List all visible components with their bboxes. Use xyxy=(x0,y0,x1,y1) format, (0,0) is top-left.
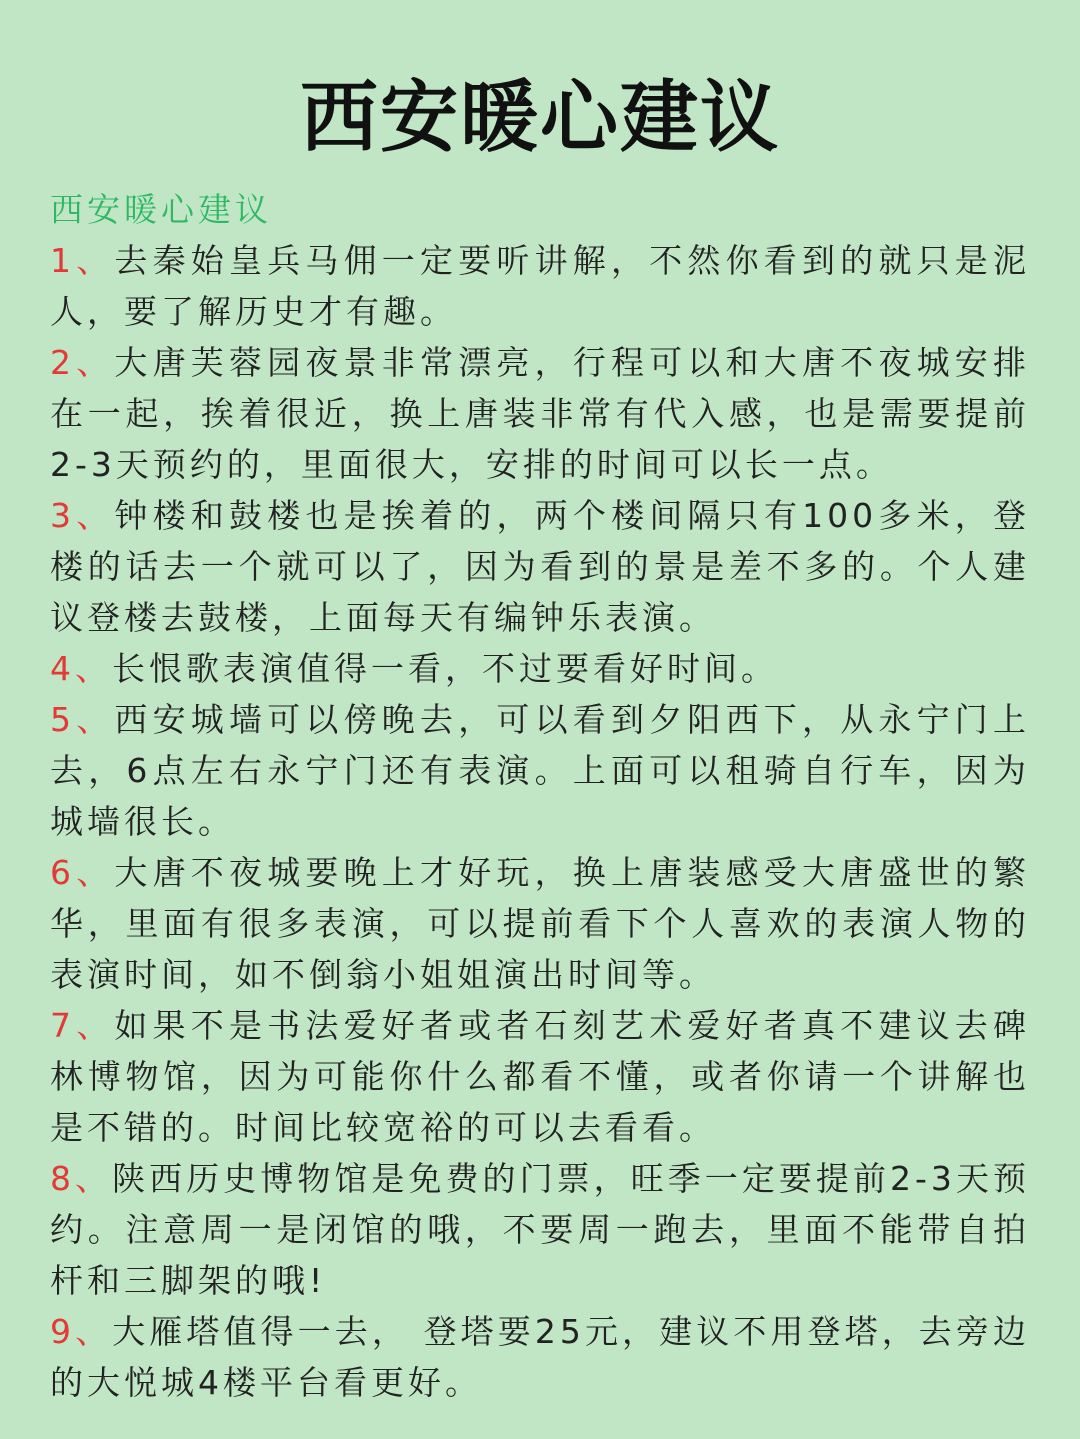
tip-text: 大雁塔值得一去， 登塔要25元，建议不用登塔，去旁边的大悦城4楼平台看更好。 xyxy=(50,1312,1031,1402)
tip-text: 去秦始皇兵马佣一定要听讲解，不然你看到的就只是泥人，要了解历史才有趣。 xyxy=(50,241,1031,331)
tip-number: 7、 xyxy=(50,1006,115,1045)
tip-number: 4、 xyxy=(50,649,112,688)
tip-item xyxy=(50,1000,1030,1153)
section-subtitle: 西安暖心建议 xyxy=(50,190,272,229)
tip-number: 1、 xyxy=(50,241,115,280)
tip-item xyxy=(50,235,1030,337)
tip-item xyxy=(50,1153,1030,1306)
tip-number: 8、 xyxy=(50,1159,113,1198)
tip-item xyxy=(50,643,1030,694)
tip-item xyxy=(50,694,1030,847)
page-title: 西安暖心建议 xyxy=(299,73,780,163)
tip-item xyxy=(50,490,1030,643)
tip-number: 5、 xyxy=(50,700,115,739)
tip-text: 大唐不夜城要晚上才好玩，换上唐装感受大唐盛世的繁华，里面有很多表演，可以提前看下个人喜欢的表演人物的表演时间，如不倒翁小姐姐演出时间等。 xyxy=(50,853,1031,994)
tip-item xyxy=(50,847,1030,1000)
tip-number: 6、 xyxy=(50,853,115,892)
tip-number: 9、 xyxy=(50,1312,113,1351)
tip-text: 西安城墙可以傍晚去，可以看到夕阳西下，从永宁门上去，6点左右永宁门还有表演。上面可以租骑自行车，因为城墙很长。 xyxy=(50,700,1031,841)
tip-number: 2、 xyxy=(50,343,115,382)
tip-item xyxy=(50,337,1030,490)
tip-text: 长恨歌表演值得一看，不过要看好时间。 xyxy=(112,649,778,688)
tip-text: 钟楼和鼓楼也是挨着的，两个楼间隔只有100多米，登楼的话去一个就可以了，因为看到的景是差不多的。个人建议登楼去鼓楼，上面每天有编钟乐表演。 xyxy=(50,496,1030,637)
tip-item xyxy=(50,1306,1030,1408)
tip-number: 3、 xyxy=(50,496,115,535)
tip-text: 大唐芙蓉园夜景非常漂亮，行程可以和大唐不夜城安排在一起，挨着很近，换上唐装非常有代入感，也是需要提前2-3天预约的，里面很大，安排的时间可以长一点。 xyxy=(50,343,1031,484)
tip-text: 陕西历史博物馆是免费的门票，旺季一定要提前2-3天预约。注意周一是闭馆的哦，不要周一跑去，里面不能带自拍杆和三脚架的哦! xyxy=(50,1159,1030,1300)
tips-list xyxy=(50,235,1030,1408)
tip-text: 如果不是书法爱好者或者石刻艺术爱好者真不建议去碑林博物馆，因为可能你什么都看不懂，或者你请一个讲解也是不错的。时间比较宽裕的可以去看看。 xyxy=(50,1006,1031,1147)
